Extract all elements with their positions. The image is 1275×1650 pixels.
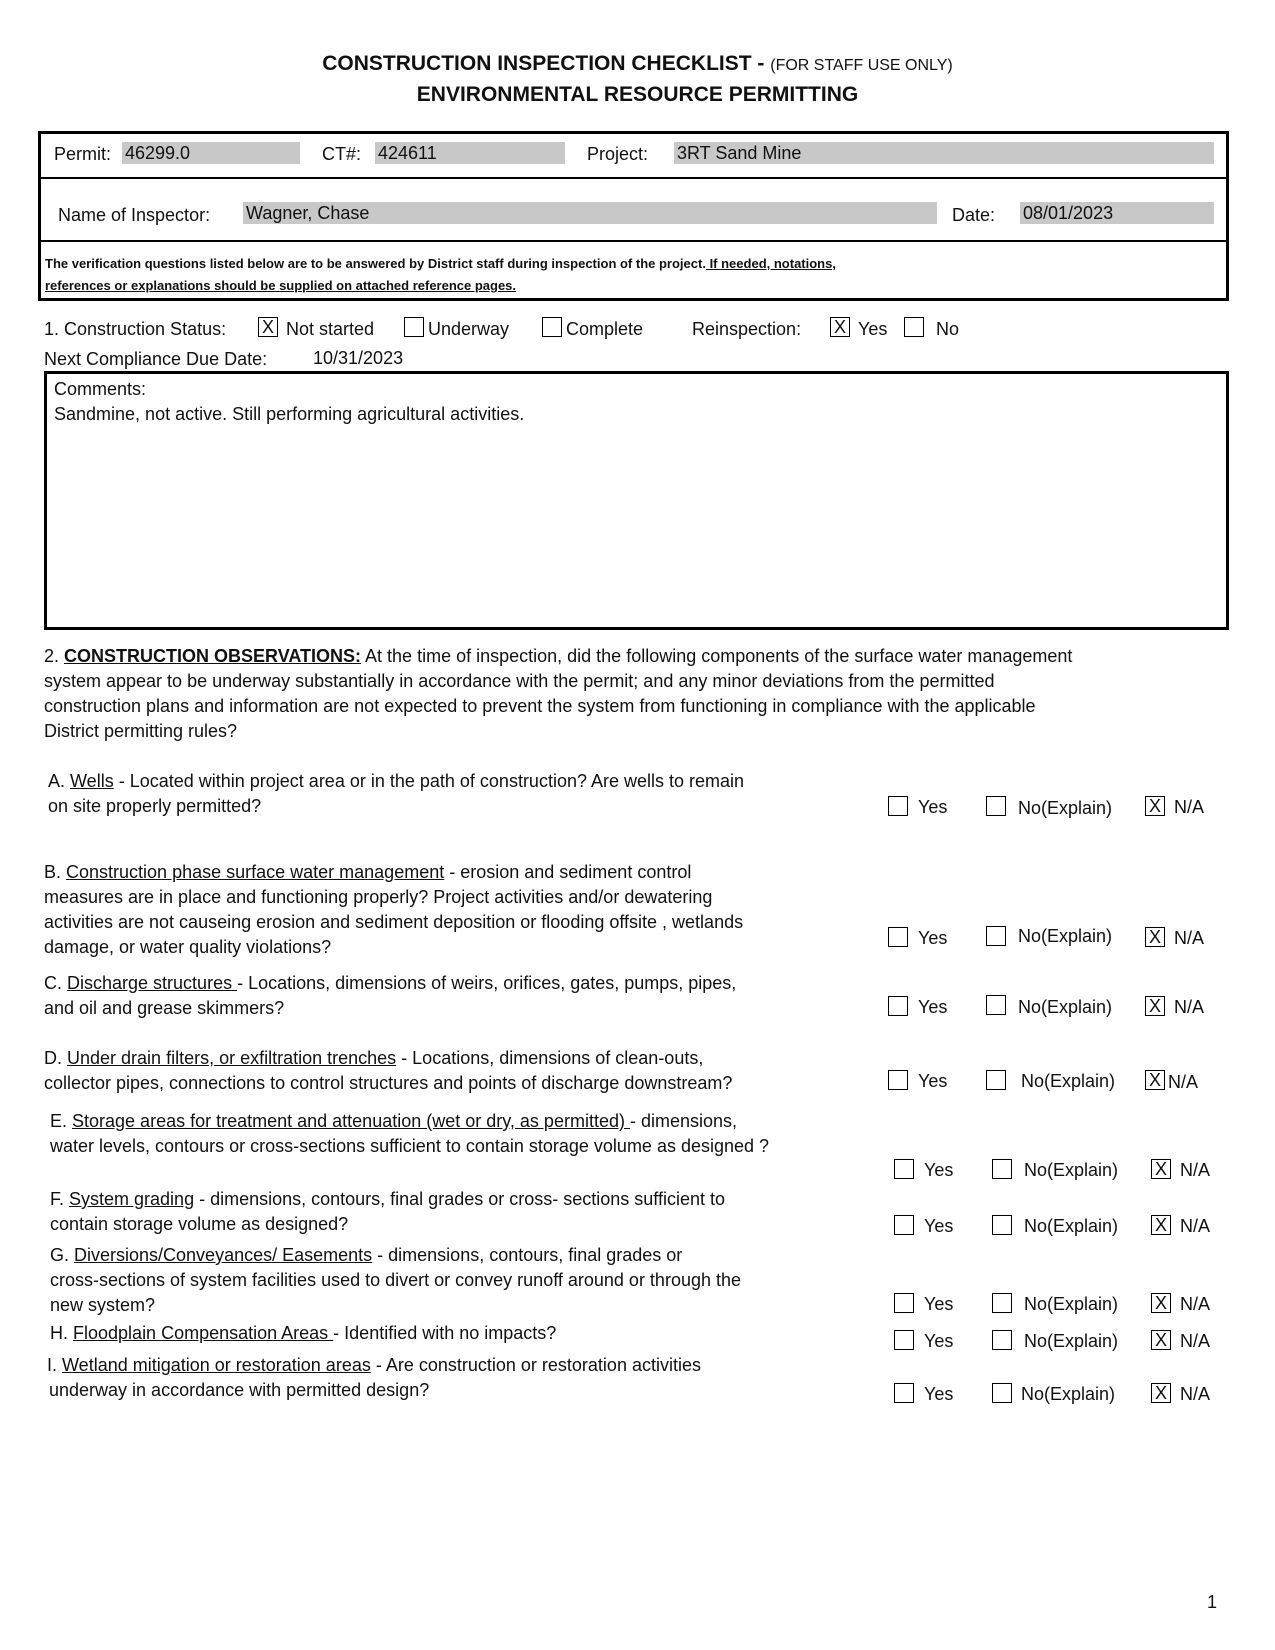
- item-b-no-label: No(Explain): [1018, 926, 1113, 946]
- item-i-line2: underway in accordance with permitted design?: [49, 1380, 430, 1400]
- inspector-label: Name of Inspector:: [58, 205, 211, 225]
- complete-label: Complete: [566, 319, 644, 339]
- observations-line2: system appear to be underway substantially in accordance with the permit; and any minor deviations from the permitted: [44, 671, 995, 691]
- item-a-title: Wells: [70, 771, 114, 791]
- item-i-yes-label: Yes: [924, 1384, 954, 1404]
- item-g-line2: cross-sections of system facilities used to divert or convey runoff around or through the: [50, 1270, 742, 1290]
- item-g-title: Diversions/Conveyances/ Easements: [74, 1245, 373, 1265]
- permit-field[interactable]: 46299.0: [122, 142, 300, 164]
- item-b-no-checkbox[interactable]: [986, 926, 1006, 946]
- item-a-no-checkbox[interactable]: [986, 796, 1006, 816]
- reinspection-no-label: No: [936, 319, 960, 339]
- item-a-na-label: N/A: [1174, 797, 1205, 817]
- item-e-no-label: No(Explain): [1024, 1160, 1119, 1180]
- observations-line4: District permitting rules?: [44, 721, 238, 741]
- header-divider-1: [41, 177, 1226, 179]
- comments-box[interactable]: [44, 371, 1229, 630]
- item-f-no-label: No(Explain): [1024, 1216, 1119, 1236]
- item-d-na-checkbox[interactable]: X: [1145, 1070, 1165, 1090]
- item-a-line1: A. Wells - Located within project area or in the path of construction? Are wells to remain: [48, 771, 745, 791]
- ct-field[interactable]: 424611: [375, 142, 565, 164]
- item-g-line3: new system?: [50, 1295, 156, 1315]
- item-d-line1: D. Under drain filters, or exfiltration trenches - Locations, dimensions of clean-outs,: [44, 1048, 704, 1068]
- ct-label: CT#:: [322, 144, 362, 164]
- item-g-no-checkbox[interactable]: [992, 1293, 1012, 1313]
- item-c-line1: C. Discharge structures - Locations, dimensions of weirs, orifices, gates, pumps, pipes,: [44, 973, 737, 993]
- item-f-na-checkbox[interactable]: X: [1151, 1215, 1171, 1235]
- item-d-title: Under drain filters, or exfiltration trenches: [67, 1048, 397, 1068]
- item-i-no-checkbox[interactable]: [992, 1383, 1012, 1403]
- item-b-line3: activities are not causeing erosion and sediment deposition or flooding offsite , wetlands: [44, 912, 744, 932]
- item-e-line1: E. Storage areas for treatment and attenuation (wet or dry, as permitted) - dimensions,: [50, 1111, 738, 1131]
- item-h-yes-label: Yes: [924, 1331, 954, 1351]
- item-i-line1: I. Wetland mitigation or restoration areas - Are construction or restoration activities: [47, 1355, 701, 1375]
- item-e-line2: water levels, contours or cross-sections sufficient to contain storage volume as designed ?: [50, 1136, 770, 1156]
- item-h-no-checkbox[interactable]: [992, 1330, 1012, 1350]
- item-h-na-checkbox[interactable]: X: [1151, 1330, 1171, 1350]
- item-h-title: Floodplain Compensation Areas: [73, 1323, 334, 1343]
- item-c-line2: and oil and grease skimmers?: [44, 998, 285, 1018]
- item-d-no-label: No(Explain): [1021, 1071, 1116, 1091]
- reinspection-label: Reinspection:: [692, 319, 802, 339]
- item-b-line2: measures are in place and functioning properly? Project activities and/or dewatering: [44, 887, 713, 907]
- item-g-na-checkbox[interactable]: X: [1151, 1293, 1171, 1313]
- item-g-line1: G. Diversions/Conveyances/ Easements - dimensions, contours, final grades or: [50, 1245, 683, 1265]
- item-b-title: Construction phase surface water management: [66, 862, 445, 882]
- item-e-yes-checkbox[interactable]: [894, 1159, 914, 1179]
- inspector-field[interactable]: Wagner, Chase: [243, 202, 937, 224]
- project-label: Project:: [587, 144, 649, 164]
- item-e-title: Storage areas for treatment and attenuation (wet or dry, as permitted): [72, 1111, 630, 1131]
- item-f-na-label: N/A: [1180, 1216, 1211, 1236]
- comments-text[interactable]: Sandmine, not active. Still performing agricultural activities.: [54, 404, 525, 424]
- item-c-title: Discharge structures: [67, 973, 238, 993]
- form-title-note: (FOR STAFF USE ONLY): [770, 57, 953, 74]
- item-a-na-checkbox[interactable]: X: [1145, 796, 1165, 816]
- observations-heading: CONSTRUCTION OBSERVATIONS:: [64, 646, 362, 666]
- page-number: 1: [1207, 1592, 1218, 1612]
- item-b-yes-label: Yes: [918, 928, 948, 948]
- item-c-yes-label: Yes: [918, 997, 948, 1017]
- item-f-yes-checkbox[interactable]: [894, 1215, 914, 1235]
- item-c-na-label: N/A: [1174, 997, 1205, 1017]
- item-d-yes-checkbox[interactable]: [888, 1070, 908, 1090]
- not-started-label: Not started: [286, 319, 375, 339]
- underway-label: Underway: [428, 319, 510, 339]
- item-f-line2: contain storage volume as designed?: [50, 1214, 349, 1234]
- header-divider-2: [41, 240, 1226, 242]
- item-b-line1: B. Construction phase surface water management - erosion and sediment control: [44, 862, 692, 882]
- item-b-na-checkbox[interactable]: X: [1145, 927, 1165, 947]
- item-d-yes-label: Yes: [918, 1071, 948, 1091]
- item-a-line2: on site properly permitted?: [48, 796, 262, 816]
- complete-checkbox[interactable]: [542, 317, 562, 337]
- item-e-no-checkbox[interactable]: [992, 1159, 1012, 1179]
- form-title: CONSTRUCTION INSPECTION CHECKLIST - (FOR STAFF USE ONLY): [322, 52, 953, 75]
- form-subtitle: ENVIRONMENTAL RESOURCE PERMITTING: [416, 83, 859, 106]
- construction-status-label: 1. Construction Status:: [44, 319, 227, 339]
- item-e-na-label: N/A: [1180, 1160, 1211, 1180]
- item-h-yes-checkbox[interactable]: [894, 1330, 914, 1350]
- item-h-line1: H. Floodplain Compensation Areas - Identified with no impacts?: [50, 1323, 557, 1343]
- item-h-na-label: N/A: [1180, 1331, 1211, 1351]
- instruction-note-line2: references or explanations should be supplied on attached reference pages.: [45, 278, 517, 293]
- date-label: Date:: [952, 205, 996, 225]
- item-i-no-label: No(Explain): [1021, 1384, 1116, 1404]
- item-d-no-checkbox[interactable]: [986, 1070, 1006, 1090]
- item-i-na-checkbox[interactable]: X: [1151, 1383, 1171, 1403]
- item-i-na-label: N/A: [1180, 1384, 1211, 1404]
- instruction-note-line1: The verification questions listed below are to be answered by District staff during inspection of the project. If needed, notations,: [45, 256, 836, 271]
- not-started-checkbox[interactable]: X: [258, 317, 278, 337]
- item-i-title: Wetland mitigation or restoration areas: [62, 1355, 371, 1375]
- item-f-title: System grading: [69, 1189, 195, 1209]
- item-d-line2: collector pipes, connections to control structures and points of discharge downstream?: [44, 1073, 733, 1093]
- item-b-yes-checkbox[interactable]: [888, 927, 908, 947]
- reinspection-no-checkbox[interactable]: [904, 317, 924, 337]
- next-due-value[interactable]: 10/31/2023: [313, 348, 404, 368]
- observations-line1: 2. CONSTRUCTION OBSERVATIONS: At the time of inspection, did the following components of the surface water management: [44, 646, 1073, 666]
- date-field[interactable]: 08/01/2023: [1020, 202, 1214, 224]
- item-c-na-checkbox[interactable]: X: [1145, 996, 1165, 1016]
- item-a-yes-checkbox[interactable]: [888, 796, 908, 816]
- item-d-na-label: N/A: [1168, 1072, 1199, 1092]
- item-f-no-checkbox[interactable]: [992, 1215, 1012, 1235]
- item-b-na-label: N/A: [1174, 928, 1205, 948]
- reinspection-yes-label: Yes: [858, 319, 888, 339]
- item-c-no-label: No(Explain): [1018, 997, 1113, 1017]
- permit-label: Permit:: [54, 144, 112, 164]
- item-a-no-label: No(Explain): [1018, 798, 1113, 818]
- item-g-yes-checkbox[interactable]: [894, 1293, 914, 1313]
- header-info-box: [38, 131, 1229, 301]
- comments-label: Comments:: [54, 379, 147, 399]
- reinspection-yes-checkbox[interactable]: X: [830, 317, 850, 337]
- item-g-yes-label: Yes: [924, 1294, 954, 1314]
- item-e-yes-label: Yes: [924, 1160, 954, 1180]
- item-g-na-label: N/A: [1180, 1294, 1211, 1314]
- observations-line3: construction plans and information are not expected to prevent the system from functioning in compliance with the applicable: [44, 696, 1036, 716]
- underway-checkbox[interactable]: [404, 317, 424, 337]
- item-h-no-label: No(Explain): [1024, 1331, 1119, 1351]
- item-f-yes-label: Yes: [924, 1216, 954, 1236]
- item-c-yes-checkbox[interactable]: [888, 996, 908, 1016]
- next-due-label: Next Compliance Due Date:: [44, 349, 268, 369]
- item-i-yes-checkbox[interactable]: [894, 1383, 914, 1403]
- item-e-na-checkbox[interactable]: X: [1151, 1159, 1171, 1179]
- item-c-no-checkbox[interactable]: [986, 995, 1006, 1015]
- item-a-yes-label: Yes: [918, 797, 948, 817]
- item-b-line4: damage, or water quality violations?: [44, 937, 332, 957]
- item-g-no-label: No(Explain): [1024, 1294, 1119, 1314]
- item-f-line1: F. System grading - dimensions, contours, final grades or cross- sections sufficient to: [50, 1189, 725, 1209]
- project-field[interactable]: 3RT Sand Mine: [674, 142, 1214, 164]
